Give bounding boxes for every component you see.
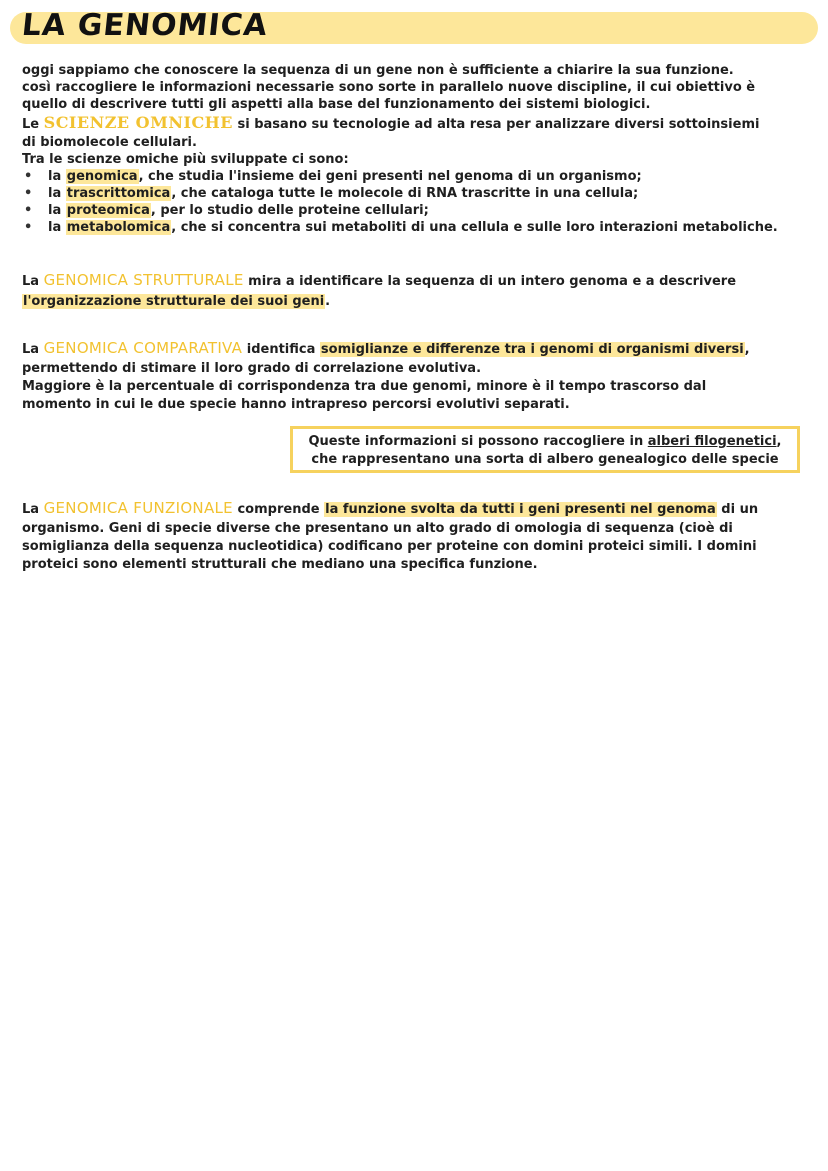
funzionale-section: La GENOMICA FUNZIONALE comprende la funzione svolta da tutti i geni presenti nel genoma di un organismo. Geni di specie diverse che presentano un alto grado di omologia di sequenza (cioè di somiglianza della sequenza nucleotidica) codificano per proteine con domini proteici simili. I domini proteici sono elementi strutturali che mediano una specifica funzione. bbox=[22, 499, 759, 572]
list-item: • la proteomica, per lo studio delle proteine cellulari; bbox=[22, 202, 778, 219]
term-genomica-strutturale: GENOMICA STRUTTURALE bbox=[43, 271, 244, 289]
intro-line: oggi sappiamo che conoscere la sequenza di un gene non è sufficiente a chiarire la sua funzione. bbox=[22, 63, 734, 78]
list-item: • la metabolomica, che si concentra sui metaboliti di una cellula e sulle loro interazioni metaboliche. bbox=[22, 219, 778, 236]
omics-list bbox=[22, 168, 778, 236]
text: si basano su tecnologie ad alta resa per analizzare diversi sottoinsiemi bbox=[232, 117, 760, 132]
term-proteomica: proteomica bbox=[66, 203, 150, 218]
intro-line: quello di descrivere tutti gli aspetti alla base del funzionamento dei sistemi biologici. bbox=[22, 97, 651, 112]
term-metabolomica: metabolomica bbox=[66, 220, 171, 235]
page-title: LA GENOMICA bbox=[20, 8, 270, 43]
intro-line: così raccogliere le informazioni necessarie sono sorte in parallelo nuove discipline, il cui obiettivo è bbox=[22, 80, 756, 95]
strutturale-section: La GENOMICA STRUTTURALE mira a identificare la sequenza di un intero genoma e a descrivere l'organizzazione strutturale dei suoi geni. bbox=[22, 271, 737, 309]
highlight-organizzazione: l'organizzazione strutturale dei suoi geni bbox=[23, 294, 325, 309]
term-scienze-omiche: SCIENZE OMNICHE bbox=[43, 113, 233, 132]
intro-section bbox=[22, 62, 778, 236]
highlight-funzione: la funzione svolta da tutti i geni presenti nel genoma bbox=[325, 502, 716, 517]
term-genomica-comparativa: GENOMICA COMPARATIVA bbox=[43, 339, 243, 357]
list-item: • la trascrittomica, che cataloga tutte le molecole di RNA trascritte in una cellula; bbox=[22, 185, 778, 202]
intro-line bbox=[22, 113, 778, 134]
term-alberi-filogenetici: alberi filogenetici bbox=[647, 434, 777, 449]
intro-line: Tra le scienze omiche più sviluppate ci sono: bbox=[22, 152, 349, 167]
term-genomica: genomica bbox=[66, 169, 138, 184]
list-item: • la genomica, che studia l'insieme dei geni presenti nel genoma di un organismo; bbox=[22, 168, 778, 185]
callout-box: Queste informazioni si possono raccogliere in alberi filogenetici, che rappresentano una sorta di albero genealogico delle specie bbox=[290, 426, 800, 473]
text: Le bbox=[22, 117, 44, 132]
term-trascrittomica: trascrittomica bbox=[66, 186, 171, 201]
highlight-somiglianze: somiglianze e differenze tra i genomi di organismi diversi bbox=[320, 342, 744, 357]
comparativa-section: La GENOMICA COMPARATIVA identifica somiglianze e differenze tra i genomi di organismi diversi, permettendo di stimare il loro grado di correlazione evolutiva. Maggiore è la percentuale di corrispondenza tra due genomi, minore è il tempo trascorso dal momento in cui le due specie hanno intrapreso percorsi evolutivi separati. bbox=[22, 339, 750, 412]
intro-line: di biomolecole cellulari. bbox=[22, 135, 197, 150]
term-genomica-funzionale: GENOMICA FUNZIONALE bbox=[43, 499, 233, 517]
